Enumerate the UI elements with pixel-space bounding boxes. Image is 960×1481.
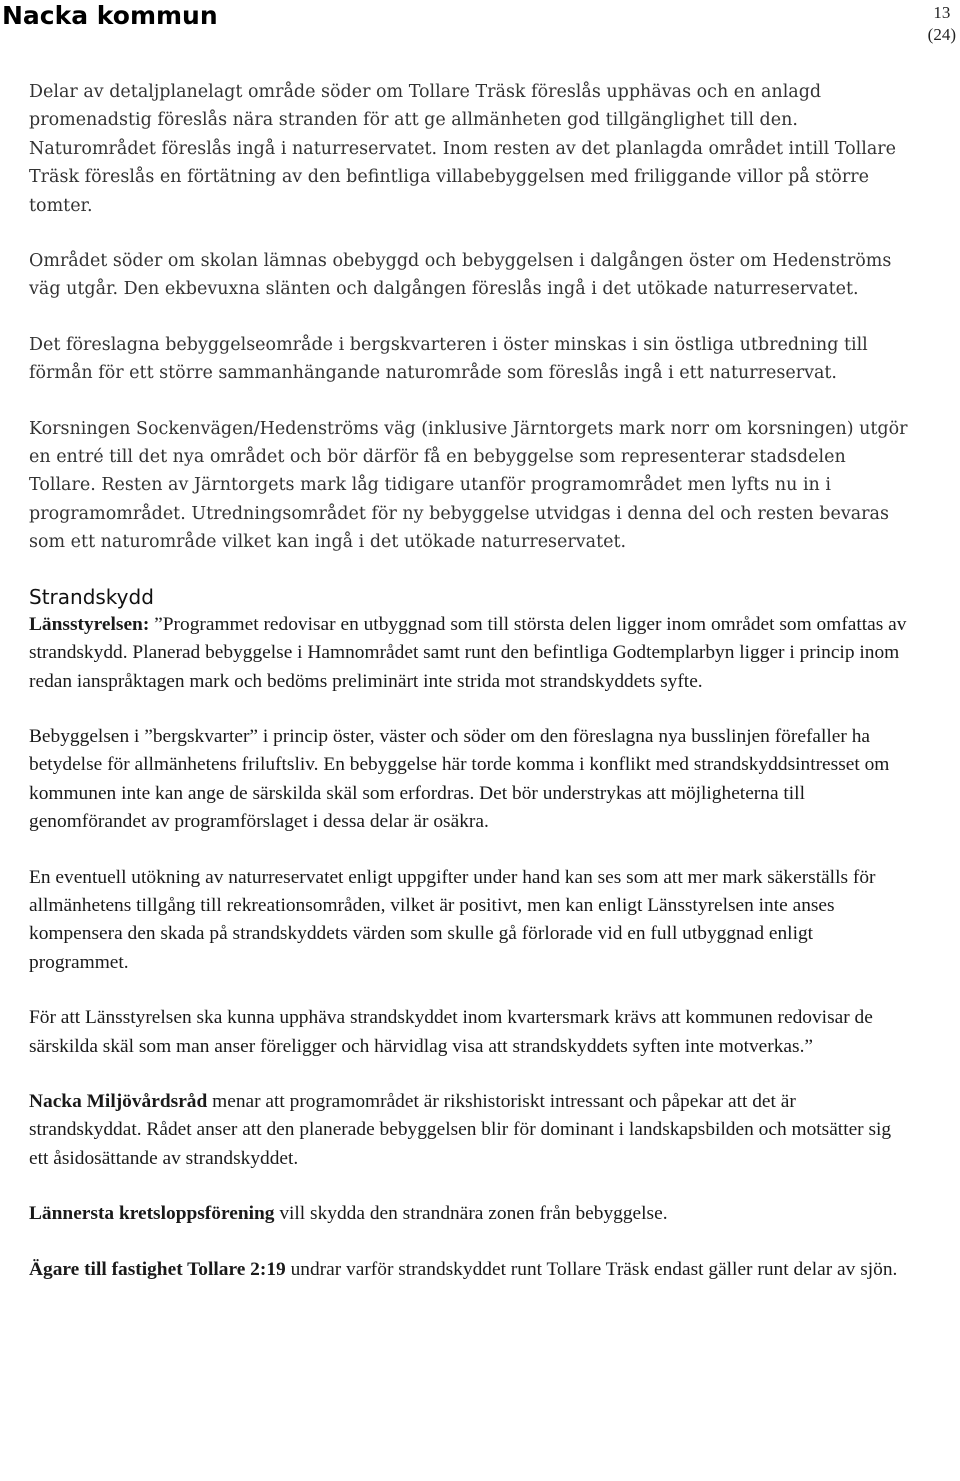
- paragraph-2-part-a: Området söder om skolan lämnas obebyggd och bebyggelsen i dalgången öster om Hedenströms väg utgår.: [29, 251, 892, 300]
- paragraph-1-part-b: Inom resten av det planlagda området intill Tollare Träsk föreslås en förtätning av den befintliga villabebyggelsen med friliggande villor på större tomter.: [29, 138, 896, 216]
- speaker-label-kretsloppsforening: Lännersta kretsloppsförening: [29, 1203, 275, 1225]
- strandskydd-paragraph-3: En eventuell utökning av naturreservatet enligt uppgifter under hand kan ses som att mer mark säkerställs för allmänhetens tillgång till rekreationsområden, vilket är positivt, men kan enligt Länsstyrelsen inte anses kompensera den skada på strandskyddets värden som skulle gå förlorade vid en full utbyggnad enligt programmet.: [29, 866, 876, 973]
- strandskydd-paragraph-5-text: menar att programområdet är rikshistoriskt intressant och påpekar att det är strandskyddat. Rådet anser att den planerade bebyggelsen blir för dominant i landskapsbilden och motsätter sig ett åsidosättande av strandskyddet.: [29, 1090, 892, 1169]
- page-number-current: 13: [933, 3, 951, 22]
- strandskydd-paragraph-6: [29, 1200, 909, 1228]
- speaker-label-miljovardsrad: Nacka Miljövårdsråd: [29, 1090, 208, 1112]
- paragraph-3: Det föreslagna bebyggelseområde i bergskvarteren i öster minskas i sin östliga utbredning till förmån för ett större sammanhängande naturområde som föreslås ingå i ett naturreservat.: [29, 334, 868, 384]
- organization-name: Nacka kommun: [2, 1, 218, 30]
- page-number: [928, 2, 956, 46]
- speaker-label-lansstyrelsen: Länsstyrelsen:: [29, 613, 150, 635]
- strandskydd-paragraph-6-text: vill skydda den strandnära zonen från bebyggelse.: [274, 1203, 668, 1225]
- speaker-label-fastighetsagare: Ägare till fastighet Tollare 2:19: [29, 1258, 286, 1280]
- paragraph-2-part-b: Den ekbevuxna slänten och dalgången föreslås ingå i det utökade naturreservatet.: [118, 279, 859, 300]
- paragraph-2: [29, 247, 909, 304]
- strandskydd-paragraph-1: [29, 611, 909, 696]
- paragraph-1-part-a: Delar av detaljplanelagt område söder om Tollare Träsk föreslås upphävas och en anlagd promenadstig föreslås nära stranden för att ge allmänheten god tillgänglighet till den. Naturområdet föreslås ingå i naturreservatet.: [29, 82, 822, 159]
- page-number-total: (24): [927, 25, 956, 44]
- strandskydd-paragraph-1-text: ”Programmet redovisar en utbyggnad som till största delen ligger inom området som omfattas av strandskydd. Planerad bebyggelse i Hamnområdet samt runt den befintliga Godtemplarbyn ligger i princip inom redan ianspråktagen mark och bedöms preliminärt inte strida mot strandskyddets syfte.: [29, 613, 907, 692]
- strandskydd-paragraph-7: [29, 1256, 909, 1284]
- section-heading-strandskydd: Strandskydd: [29, 584, 154, 609]
- paragraph-4: Korsningen Sockenvägen/Hedenströms väg (inklusive Järntorgets mark norr om korsningen) utgör en entré till det nya området och bör därför få en bebyggelse som representerar stadsdelen Tollare. Resten av Järntorgets mark låg tidigare utanför programområdet men lyfts nu in i programområdet. Utredningsområdet för ny bebyggelse utvidgas i denna del och resten bevaras som ett naturområde vilket kan ingå i det utökade naturreservatet.: [29, 418, 908, 553]
- strandskydd-paragraph-2: Bebyggelsen i ”bergskvarter” i princip öster, väster och söder om den föreslagna nya busslinjen förefaller ha betydelse för allmänhetens friluftsliv. En bebyggelse här torde komma i konflikt med strandskyddsintresset om kommunen inte kan ange de särskilda skäl som erfordras. Det bör understrykas att möjligheterna till genomförandet av programförslaget i dessa delar är osäkra.: [29, 725, 890, 833]
- paragraph-1: [29, 78, 909, 220]
- page-header: [0, 0, 960, 48]
- strandskydd-paragraph-4: För att Länsstyrelsen ska kunna upphäva strandskyddet inom kvartersmark krävs att kommunen redovisar de särskilda skäl som man anser föreligger och härvidlag visa att strandskyddets syften inte motverkas.”: [29, 1007, 873, 1057]
- document-body: [29, 78, 909, 1311]
- strandskydd-paragraph-7-text: undrar varför strandskyddet runt Tollare Träsk endast gäller runt delar av sjön.: [285, 1258, 898, 1280]
- strandskydd-paragraph-5: [29, 1088, 909, 1173]
